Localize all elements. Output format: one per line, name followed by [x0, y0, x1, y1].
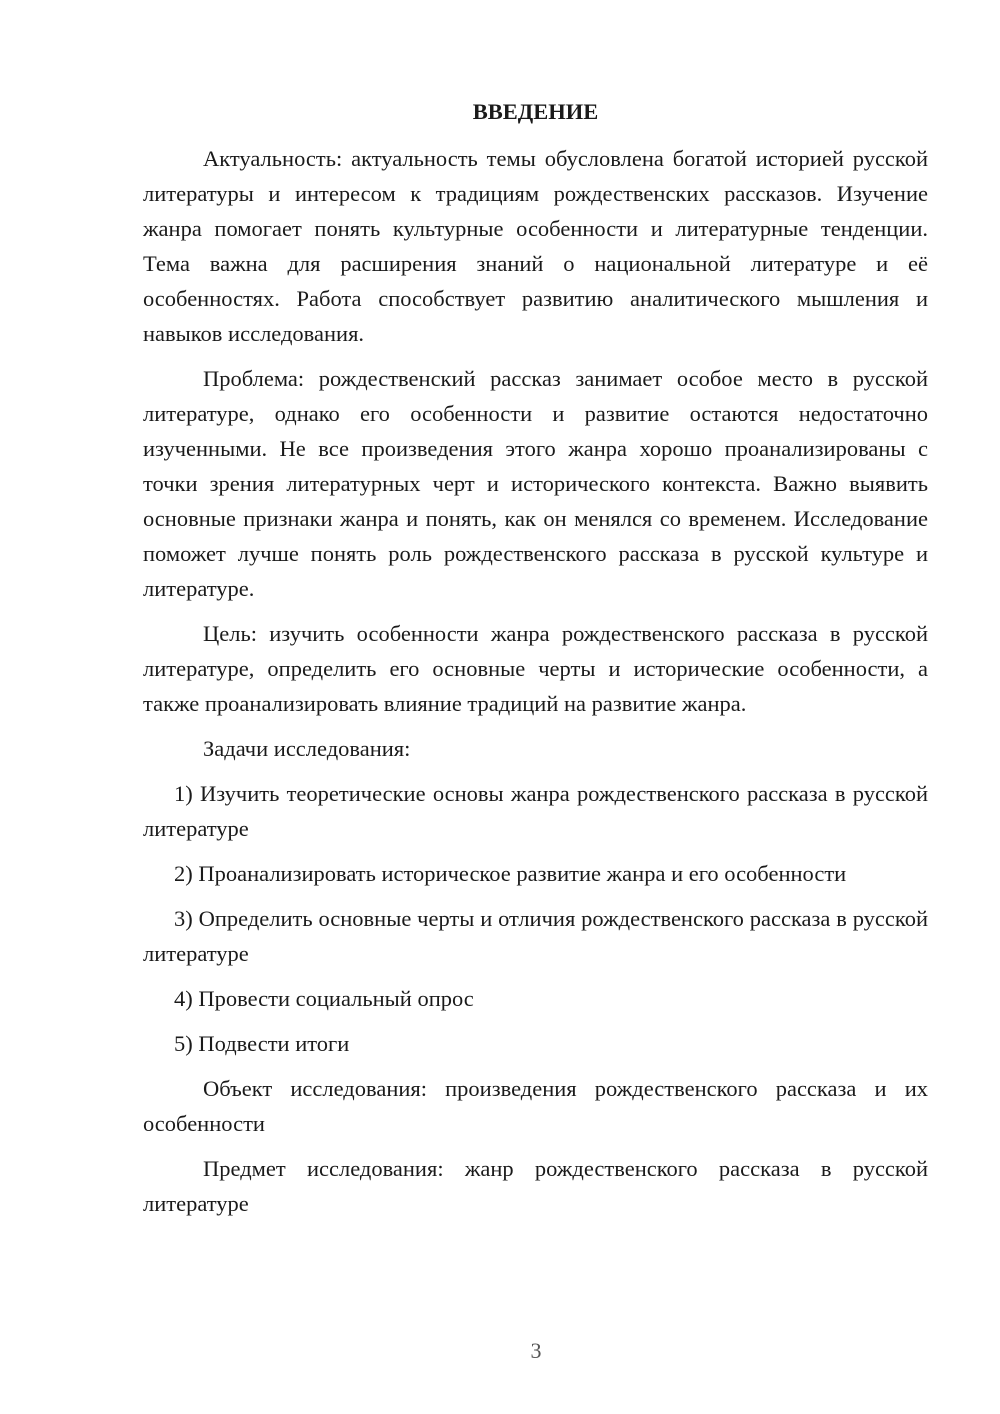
task-item: 4) Провести социальный опрос [174, 986, 474, 1011]
page-number: 3 [530, 1338, 542, 1363]
paragraph-relevance: Актуальность: актуальность темы обусловлена богатой историей русской литературы и интересом к традициям рождественских рассказов. Изучение жанра помогает понять культурные особенности и литературные тенденции. Тема важна для расширения знаний о национальной литературе и её особенностях. Работа способствует развитию аналитического мышления и навыков исследования. [143, 146, 928, 346]
task-item: 1) Изучить теоретические основы жанра рождественского рассказа в русской литературе [143, 781, 928, 841]
tasks-heading: Задачи исследования: [203, 736, 411, 761]
task-item: 3) Определить основные черты и отличия рождественского рассказа в русской литературе [143, 906, 928, 966]
paragraph-problem: Проблема: рождественский рассказ занимает особое место в русской литературе, однако его особенности и развитие остаются недостаточно изученными. Не все произведения этого жанра хорошо проанализированы с точки зрения литературных черт и исторического контекста. Важно выявить основные признаки жанра и понять, как он менялся со временем. Исследование поможет лучше понять роль рождественского рассказа в русской культуре и литературе. [143, 366, 928, 601]
task-item: 2) Проанализировать историческое развитие жанра и его особенности [174, 861, 847, 886]
section-heading: ВВЕДЕНИЕ [472, 99, 599, 124]
document-body [143, 141, 928, 1231]
paragraph-subject: Предмет исследования: жанр рождественского рассказа в русской литературе [143, 1156, 928, 1216]
task-item: 5) Подвести итоги [174, 1031, 350, 1056]
paragraph-goal: Цель: изучить особенности жанра рождественского рассказа в русской литературе, определить его основные черты и исторические особенности, а также проанализировать влияние традиций на развитие жанра. [143, 621, 928, 716]
paragraph-object: Объект исследования: произведения рождественского рассказа и их особенности [143, 1076, 928, 1136]
